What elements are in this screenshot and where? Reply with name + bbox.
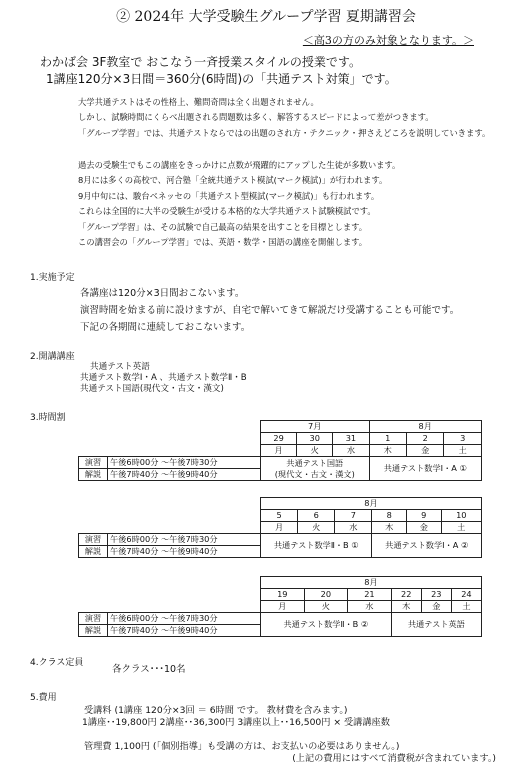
weekday-cell: 木	[372, 522, 407, 534]
page-title: ② 2024年 大学受験生グループ学習 夏期講習会	[116, 9, 416, 25]
timetable-2	[78, 497, 482, 558]
date-cell: 5	[261, 510, 298, 522]
section-2-body	[80, 362, 247, 395]
practice-time: 午後6時00分 ～午後7時30分	[108, 457, 261, 469]
weekday-cell: 木	[369, 445, 406, 457]
paragraph-line: 8月には多くの高校で、河合塾「全統共通テスト模試(マーク模試)」が行われます。	[78, 175, 388, 186]
paragraph-line: これらは全国的に大半の受験生が受ける本格的な大学共通テスト試験模試です。	[78, 206, 376, 217]
weekday-cell: 火	[298, 522, 335, 534]
weekday-cell: 木	[391, 601, 421, 613]
weekday-cell: 金	[407, 522, 442, 534]
month-header: 8月	[261, 498, 482, 510]
paragraph-line: しかし、試験時間にくらべ出題される問題数は多く、解答するスピードによって差がつきます。	[78, 112, 434, 123]
date-cell: 3	[444, 433, 482, 445]
date-cell: 20	[304, 589, 348, 601]
fee-tuition-line: 受講料 (1講座 120分×3回 ＝ 6時間 です。 教材費を含みます。)	[84, 705, 348, 716]
class-capacity: 各クラス･･･10名	[112, 664, 186, 675]
intro-line-1: わかば会 3F教室で おこなう一斉授業スタイルの授業です。	[40, 55, 361, 69]
weekday-cell: 金	[421, 601, 451, 613]
date-cell: 19	[261, 589, 305, 601]
date-cell: 23	[421, 589, 451, 601]
class-name: 共通テスト国語	[286, 457, 344, 468]
section-1-line: 各講座は120分×3日間おこないます。	[80, 288, 245, 299]
explain-label: 解説	[79, 469, 108, 481]
class-cell	[261, 457, 370, 481]
month-header: 8月	[369, 421, 481, 433]
fee-rates-line: 1講座･･19,800円 2講座･･36,300円 3講座以上･･16,500円 × 受講講座数	[82, 717, 390, 728]
class-cell: 共通テスト数学Ⅰ・A ②	[372, 534, 482, 558]
target-note: ＜高3の方のみ対象となります。＞	[302, 34, 474, 47]
practice-label: 演習	[79, 534, 108, 546]
intro-line-2: 1講座120分×3日間＝360分(6時間)の「共通テスト対策」です。	[46, 72, 397, 86]
weekday-cell: 月	[261, 601, 305, 613]
course-item: 共通テスト国語(現代文・古文・漢文)	[80, 384, 224, 394]
paragraph-line: 過去の受験生でもこの講座をきっかけに点数が飛躍的にアップした生徒が多数います。	[78, 160, 401, 170]
explain-label: 解説	[79, 625, 108, 637]
section-1-heading: 1.実施予定	[30, 273, 75, 283]
class-name: (現代文・古文・漢文)	[274, 468, 355, 479]
section-2-heading: 2.開講講座	[30, 352, 75, 362]
description-paragraph-2	[78, 158, 400, 250]
weekday-cell: 金	[406, 445, 443, 457]
timetable-1	[78, 420, 482, 481]
class-cell: 共通テスト数学Ⅱ・B ①	[261, 534, 372, 558]
class-cell: 共通テスト英語	[391, 613, 481, 637]
date-cell: 1	[369, 433, 406, 445]
date-cell: 7	[335, 510, 372, 522]
date-cell: 29	[261, 433, 297, 445]
date-cell: 10	[441, 510, 481, 522]
date-cell: 9	[407, 510, 442, 522]
weekday-cell: 火	[304, 601, 348, 613]
practice-time: 午後6時00分 ～午後7時30分	[108, 534, 261, 546]
weekday-cell: 水	[335, 522, 372, 534]
section-1-line: 演習時間を始まる前に設けますが、自宅で解いてきて解説だけ受講することも可能です。	[80, 305, 460, 316]
practice-label: 演習	[79, 613, 108, 625]
practice-label: 演習	[79, 457, 108, 469]
section-1-line: 下記の各期間に連続しておこないます。	[80, 322, 251, 333]
date-cell: 21	[348, 589, 392, 601]
section-3-heading: 3.時間割	[30, 413, 66, 423]
date-cell: 30	[297, 433, 333, 445]
explain-time: 午後7時40分 ～午後9時40分	[108, 625, 261, 637]
date-cell: 22	[391, 589, 421, 601]
date-cell: 2	[406, 433, 443, 445]
weekday-cell: 水	[333, 445, 369, 457]
date-cell: 24	[451, 589, 481, 601]
class-cell: 共通テスト数学Ⅱ・B ②	[261, 613, 392, 637]
course-item: 共通テスト英語	[90, 362, 150, 372]
explain-label: 解説	[79, 546, 108, 558]
section-4-heading: 4.クラス定員	[30, 658, 84, 668]
section-1-body	[80, 285, 459, 336]
tax-note: (上記の費用にはすべて消費税が含まれています。)	[292, 753, 496, 764]
paragraph-line: 「グループ学習」は、その試験で自己最高の結果を出すことを目標とします。	[78, 221, 368, 232]
paragraph-line: 「グループ学習」では、共通テストならではの出題のされ方・テクニック・押さえどころを説明していきます。	[78, 127, 491, 138]
description-paragraph-1	[78, 95, 490, 141]
date-cell: 31	[333, 433, 369, 445]
explain-time: 午後7時40分 ～午後9時40分	[108, 469, 261, 481]
month-header: 8月	[261, 577, 482, 589]
weekday-cell: 土	[451, 601, 481, 613]
date-cell: 6	[298, 510, 335, 522]
paragraph-line: 9月中旬には、駿台ベネッセの「共通テスト型模試(マーク模試)」も行われます。	[78, 190, 380, 201]
timetable-3	[78, 576, 482, 637]
practice-time: 午後6時00分 ～午後7時30分	[108, 613, 261, 625]
course-item: 共通テスト数学Ⅰ・A 、共通テスト数学Ⅱ・B	[80, 373, 247, 383]
class-cell: 共通テスト数学Ⅰ・A ①	[369, 457, 481, 481]
paragraph-line: この講習会の「グループ学習」では、英語・数学・国語の講座を開催します。	[78, 237, 368, 248]
explain-time: 午後7時40分 ～午後9時40分	[108, 546, 261, 558]
weekday-cell: 火	[297, 445, 333, 457]
month-header: 7月	[261, 421, 370, 433]
weekday-cell: 土	[444, 445, 482, 457]
weekday-cell: 月	[261, 522, 298, 534]
paragraph-line: 大学共通テストはその性格上、難問奇問は全く出題されません。	[78, 97, 319, 107]
section-5-heading: 5.費用	[30, 693, 57, 703]
weekday-cell: 水	[348, 601, 392, 613]
weekday-cell: 月	[261, 445, 297, 457]
date-cell: 8	[372, 510, 407, 522]
weekday-cell: 土	[441, 522, 481, 534]
fee-admin-line: 管理費 1,100円 (「個別指導」も受講の方は、お支払いの必要はありません。)	[84, 741, 400, 752]
